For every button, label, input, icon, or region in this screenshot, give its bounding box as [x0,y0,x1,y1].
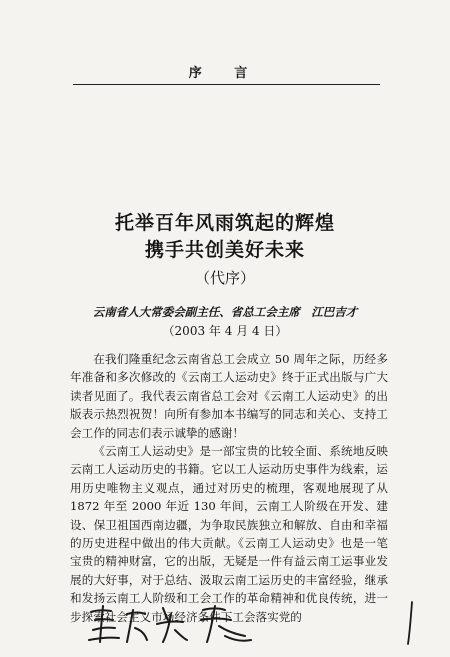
handwritten-signature [85,600,265,646]
author-byline: 云南省人大常委会副主任、省总工会主席 江巴吉才 [92,305,358,319]
paragraph: 在我们隆重纪念云南省总工会成立 50 周年之际，历经多年准备和多次修改的《云南工人运动史》终于正式出版与广大读者见面了。我代表云南省总工会对《云南工人运动史》的出版表示热烈祝贺！向所有参加本书编写的同志和关心、支持工会工作的同志们表示诚挚的感谢！ [70,352,388,440]
subtitle: （代序） [194,269,255,287]
margin-pen-mark [400,598,420,648]
paragraph: 《云南工人运动史》是一部宝贵的比较全面、系统地反映云南工人运动历史的书籍。它以工人运动历史事件为线索，运用历史唯物主义观点，通过对历史的梳理，客观地展现了从 1872 年至 2000 年近 130 年间，云南工人阶级在开发、建设、保卫祖国西南边疆，为争取民族独立和解放、自由和幸福的历史进程中做出的伟大贡献。《云南工人运动史》也是一笔宝贵的精神财富，它的出版，无疑是一件有益云南工运事业发展的大好事，对于总结、汲取云南工运历史的丰富经验，继承和发扬云南工人阶级和工会工作的革命精神和优良传统，进一步探索社会主义市场经济条件下工会落实党的 [70,444,388,624]
date-line: （2003 年 4 月 4 日） [162,324,288,338]
header-rule [73,84,380,85]
title-line-1: 托举百年风雨筑起的辉煌 [114,212,335,234]
title-line-2: 携手共创美好未来 [144,239,305,261]
running-header: 序 言 [188,66,262,81]
title-block [0,210,450,290]
body-text [70,350,388,626]
